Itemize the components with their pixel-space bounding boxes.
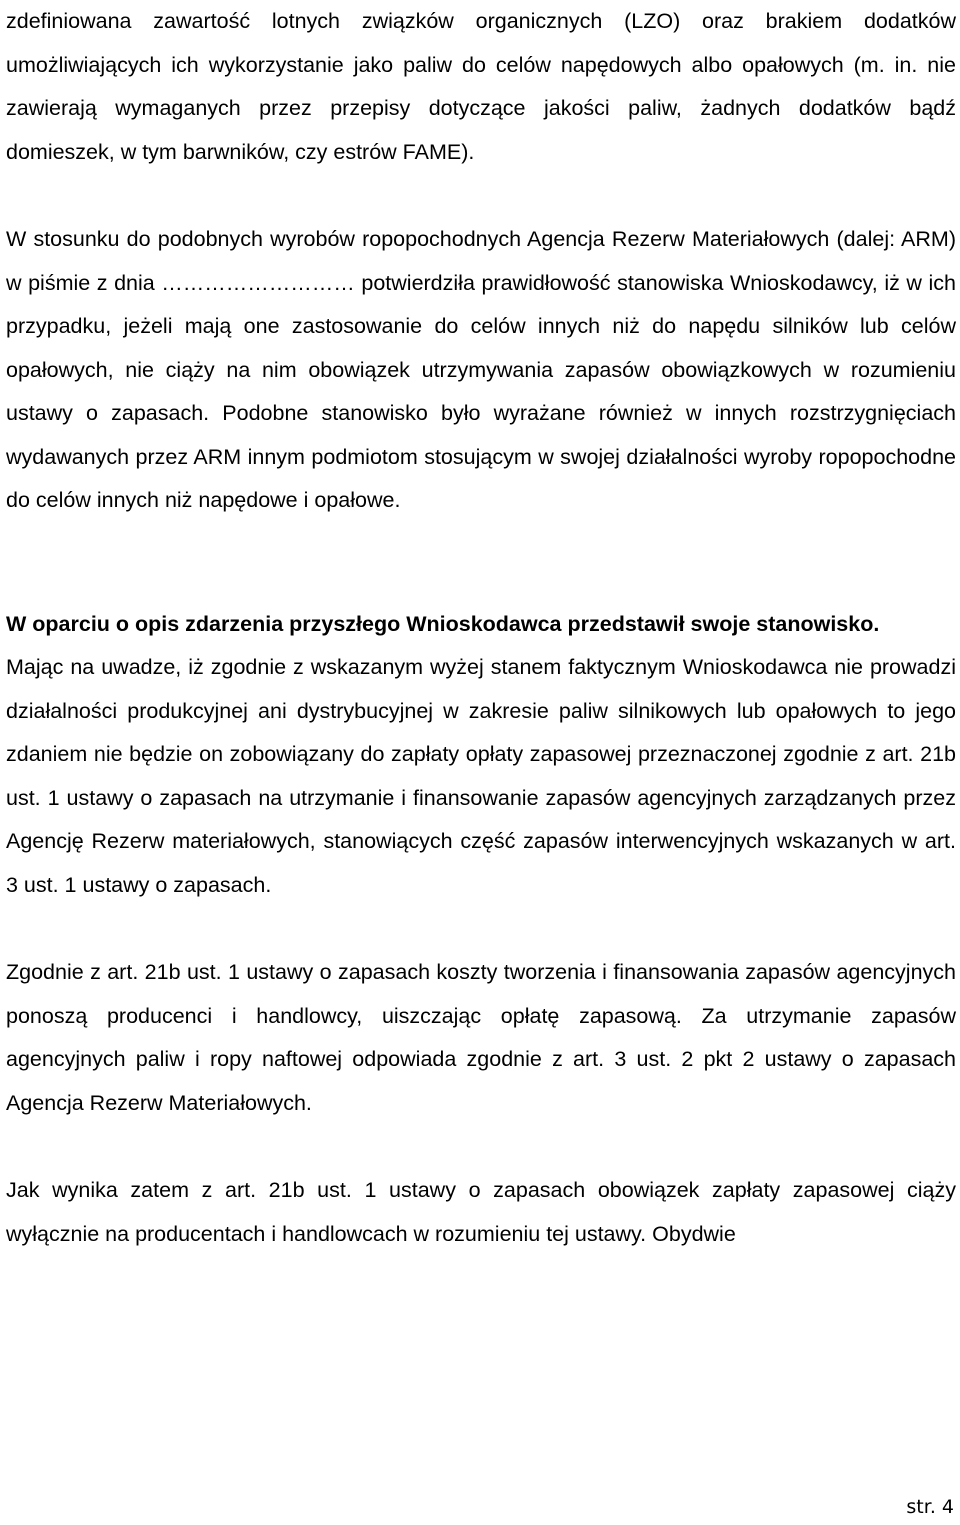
paragraph-lzo-definition: zdefiniowana zawartość lotnych związków organicznych (LZO) oraz brakiem dodatków umożliwiających ich wykorzystanie jako paliw do celów napędowych albo opałowych (m. in. nie zawierają wymaganych przez przepisy dotyczące jakości paliw, żadnych dodatków bądź domieszek, w tym barwników, czy estrów FAME). (6, 9, 956, 164)
paragraph-conclusion: Jak wynika zatem z art. 21b ust. 1 ustawy o zapasach obowiązek zapłaty zapasowej ciąży wyłącznie na producentach i handlowcach w rozumieniu tej ustawy. Obydwie (6, 1178, 956, 1246)
paragraph-arm-letter: W stosunku do podobnych wyrobów ropopochodnych Agencja Rezerw Materiałowych (dalej: ARM) w piśmie z dnia ……………………… potwierdziła prawidłowość stanowiska Wnioskodawcy, iż w ich przypadku, jeżeli mają one zastosowanie do celów innych niż do napędu silników lub celów opałowych, nie ciąży na nim obowiązek utrzymywania zapasów obowiązkowych w rozumieniu ustawy o zapasach. Podobne stanowisko było wyrażane również w innych rozstrzygnięciach wydawanych przez ARM innym podmiotom stosującym w swojej działalności wyroby ropopochodne do celów innych niż napędowe i opałowe. (6, 227, 956, 512)
page-number: str. 4 (906, 1496, 954, 1518)
paragraph-applicant-position: Mając na uwadze, iż zgodnie z wskazanym wyżej stanem faktycznym Wnioskodawca nie prowadzi działalności produkcyjnej ani dystrybucyjnej w zakresie paliw silnikowych lub opałowych to jego zdaniem nie będzie on zobowiązany do zapłaty opłaty zapasowej przeznaczonej zgodnie z art. 21b ust. 1 ustawy o zapasach na utrzymanie i finansowanie zapasów agencyjnych zarządzanych przez Agencję Rezerw materiałowych, stanowiących część zapasów interwencyjnych wskazanych w art. 3 ust. 1 ustawy o zapasach. (6, 655, 956, 897)
section-heading-applicant-position: W oparciu o opis zdarzenia przyszłego Wnioskodawca przedstawił swoje stanowisko. (6, 611, 880, 636)
document-page (6, 0, 956, 1256)
paragraph-art-21b: Zgodnie z art. 21b ust. 1 ustawy o zapasach koszty tworzenia i finansowania zapasów agencyjnych ponoszą producenci i handlowcy, uiszczając opłatę zapasową. Za utrzymanie zapasów agencyjnych paliw i ropy naftowej odpowiada zgodnie z art. 3 ust. 2 pkt 2 ustawy o zapasach Agencja Rezerw Materiałowych. (6, 960, 956, 1115)
